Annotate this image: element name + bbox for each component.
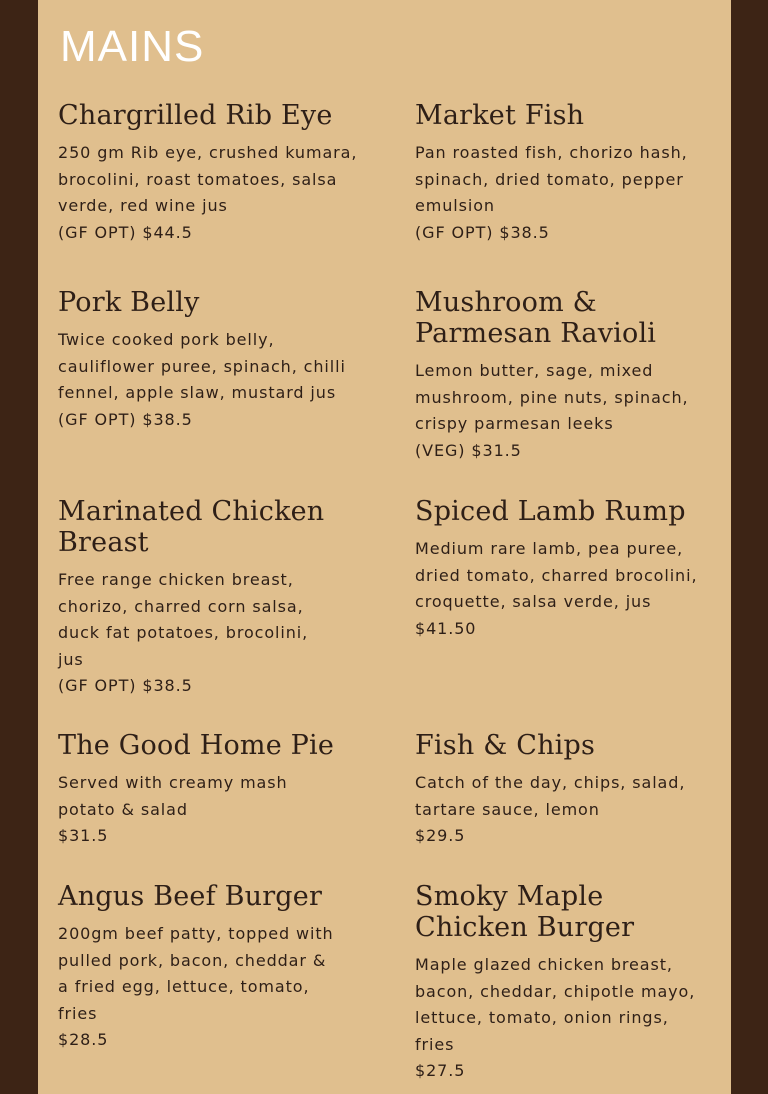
menu-item-description: Maple glazed chicken breast, bacon, cheddar, chipotle mayo, lettuce, tomato, onion rings, fries $27.5 [415,955,696,1080]
menu-item-name: Fish & Chips [415,730,596,761]
menu-item-name: Marinated Chicken Breast [58,496,325,558]
menu-page [38,0,731,1094]
menu-item-name: Spiced Lamb Rump [415,496,686,527]
menu-item-ravioli [415,287,731,464]
menu-item-chicken-breast [58,496,388,700]
menu-item-fish-chips [415,730,731,850]
menu-item-pork-belly [58,287,388,433]
menu-item-name: Mushroom & Parmesan Ravioli [415,287,657,349]
menu-item-description: Medium rare lamb, pea puree, dried tomato, charred brocolini, croquette, salsa verde, jus $41.50 [415,539,698,638]
menu-item-rib-eye [58,100,388,246]
menu-item-angus-burger [58,881,388,1054]
menu-item-description: 200gm beef patty, topped with pulled pork, bacon, cheddar & a fried egg, lettuce, tomato, fries $28.5 [58,924,334,1049]
menu-item-home-pie [58,730,388,850]
section-title: MAINS [60,22,205,71]
menu-item-name: Pork Belly [58,287,200,318]
menu-item-description: Catch of the day, chips, salad, tartare sauce, lemon $29.5 [415,773,686,845]
menu-item-description: Lemon butter, sage, mixed mushroom, pine nuts, spinach, crispy parmesan leeks (VEG) $31.5 [415,361,689,460]
menu-item-description: Free range chicken breast, chorizo, charred corn salsa, duck fat potatoes, brocolini, jus (GF OPT) $38.5 [58,570,309,695]
menu-item-name: Market Fish [415,100,585,131]
menu-item-description: Served with creamy mash potato & salad $31.5 [58,773,288,845]
menu-item-description: Pan roasted fish, chorizo hash, spinach, dried tomato, pepper emulsion (GF OPT) $38.5 [415,143,688,242]
menu-item-name: The Good Home Pie [58,730,335,761]
menu-item-name: Angus Beef Burger [58,881,323,912]
menu-item-market-fish [415,100,731,246]
menu-item-name: Chargrilled Rib Eye [58,100,333,131]
menu-item-maple-burger [415,881,731,1085]
menu-item-description: Twice cooked pork belly, cauliflower puree, spinach, chilli fennel, apple slaw, mustard jus (GF OPT) $38.5 [58,330,346,429]
menu-item-description: 250 gm Rib eye, crushed kumara, brocolini, roast tomatoes, salsa verde, red wine jus (GF OPT) $44.5 [58,143,358,242]
menu-item-name: Smoky Maple Chicken Burger [415,881,635,943]
menu-item-lamb-rump [415,496,731,642]
